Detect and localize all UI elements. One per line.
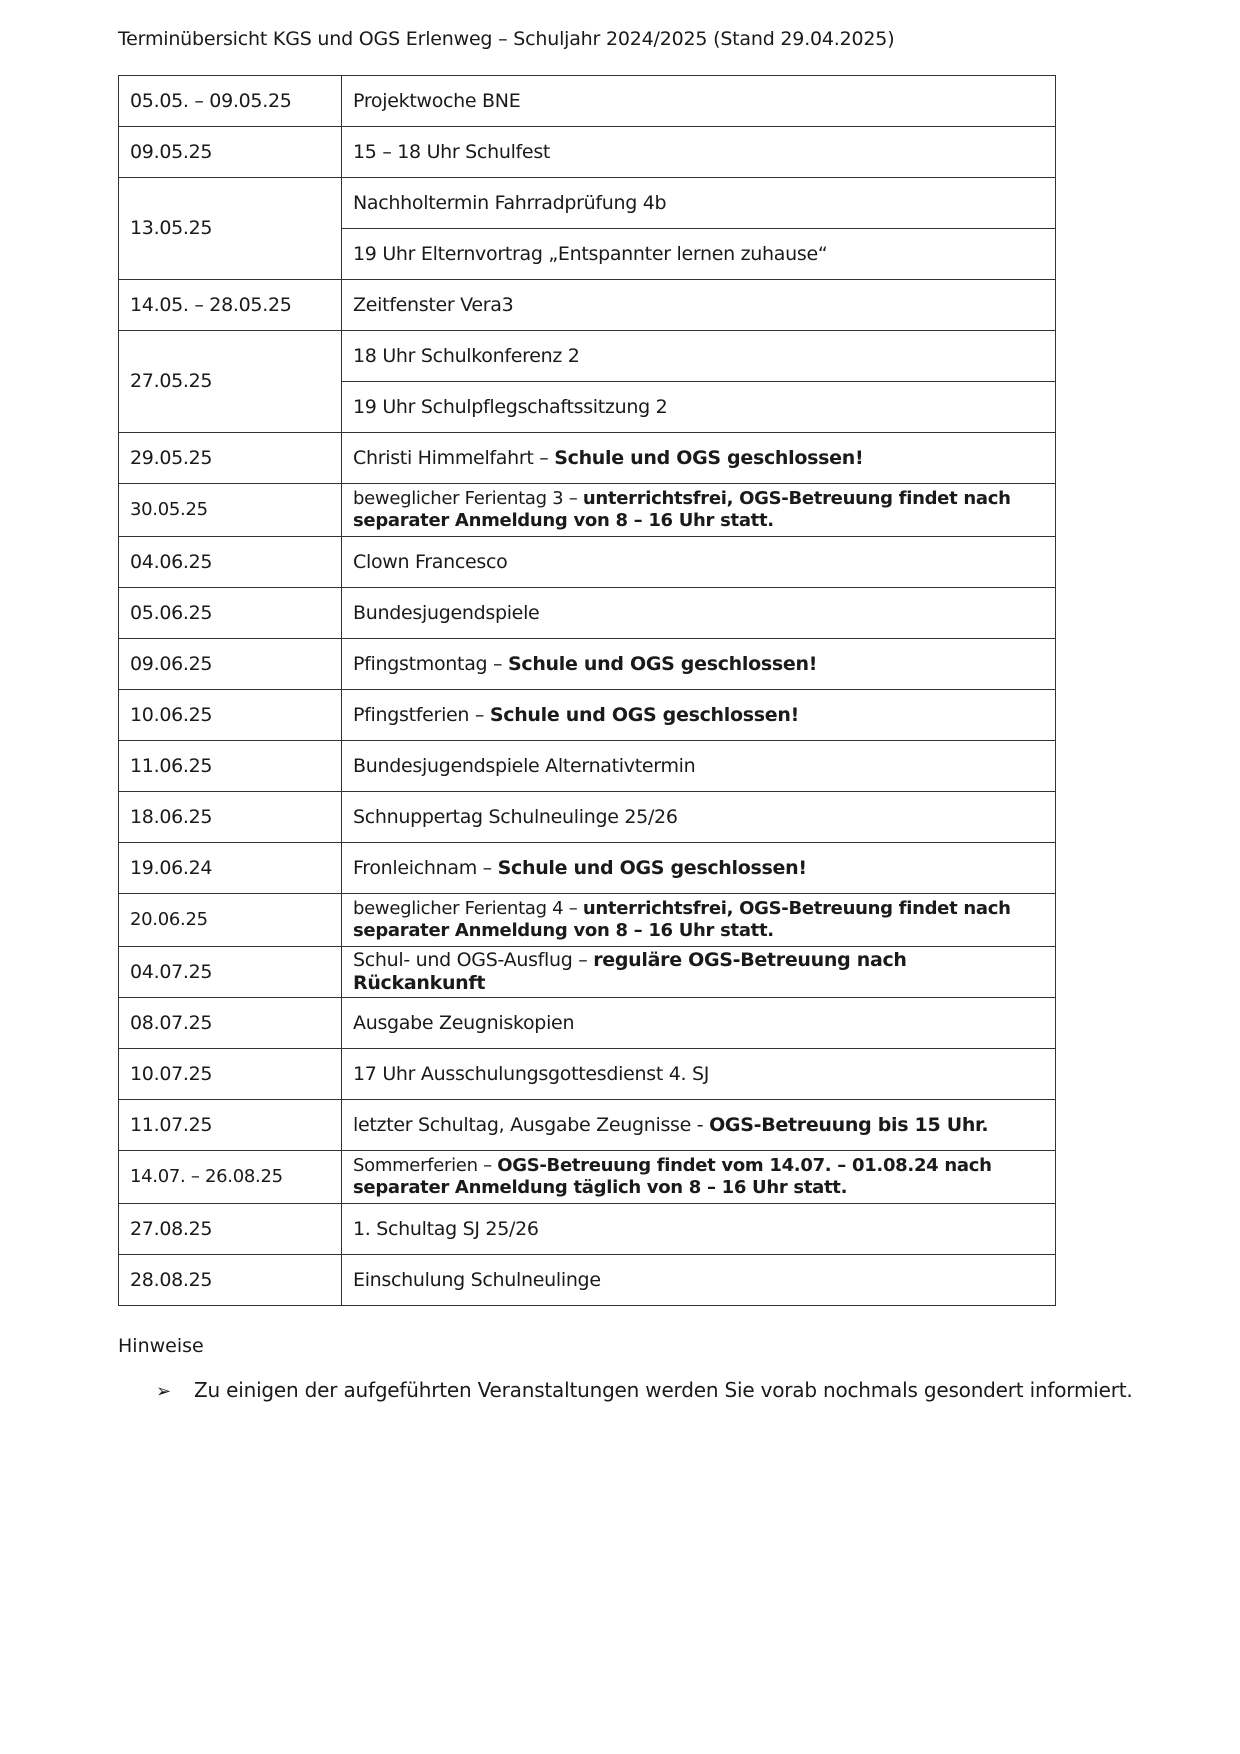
event-cell [342, 1049, 1056, 1100]
event-cell [342, 1255, 1056, 1306]
table-row [119, 331, 1056, 382]
table-row [119, 792, 1056, 843]
table-row [119, 1255, 1056, 1306]
event-cell [342, 588, 1056, 639]
table-row [119, 947, 1056, 998]
event-text: Sommerferien – [353, 1154, 498, 1176]
table-row [119, 537, 1056, 588]
table-row [119, 894, 1056, 947]
event-text: letzter Schultag, Ausgabe Zeugnisse - [353, 1113, 710, 1136]
event-cell [342, 1151, 1056, 1204]
table-row [119, 588, 1056, 639]
event-emphasis: Schule und OGS geschlossen! [489, 703, 799, 726]
event-cell [342, 639, 1056, 690]
table-row [119, 433, 1056, 484]
table-row [119, 690, 1056, 741]
event-text: Fronleichnam – [353, 856, 498, 879]
event-cell [342, 1100, 1056, 1151]
table-row [119, 484, 1056, 537]
date-cell: 04.07.25 [119, 947, 342, 998]
event-cell [342, 76, 1056, 127]
event-cell [342, 537, 1056, 588]
event-cell [342, 127, 1056, 178]
table-row [119, 1151, 1056, 1204]
date-cell: 27.08.25 [119, 1204, 342, 1255]
event-text: 17 Uhr Ausschulungsgottesdienst 4. SJ [353, 1062, 710, 1085]
date-cell: 27.05.25 [119, 331, 342, 433]
event-emphasis: Schule und OGS geschlossen! [554, 446, 864, 469]
date-cell: 20.06.25 [119, 894, 342, 947]
event-emphasis: unterrichtsfrei, OGS-Betreuung findet nach separater Anmeldung von 8 – 16 Uhr statt. [353, 487, 1011, 531]
date-cell: 05.06.25 [119, 588, 342, 639]
date-cell: 10.07.25 [119, 1049, 342, 1100]
date-cell: 14.05. – 28.05.25 [119, 280, 342, 331]
date-cell: 19.06.24 [119, 843, 342, 894]
date-cell: 04.06.25 [119, 537, 342, 588]
date-cell: 28.08.25 [119, 1255, 342, 1306]
date-cell: 29.05.25 [119, 433, 342, 484]
event-cell [342, 331, 1056, 382]
event-cell [342, 741, 1056, 792]
table-row [119, 843, 1056, 894]
event-cell [342, 280, 1056, 331]
event-text: Nachholtermin Fahrradprüfung 4b [353, 191, 667, 214]
event-text: Bundesjugendspiele [353, 601, 540, 624]
event-text: beweglicher Ferientag 4 – [353, 897, 583, 919]
table-row [119, 1100, 1056, 1151]
event-text: beweglicher Ferientag 3 – [353, 487, 583, 509]
event-cell [342, 1204, 1056, 1255]
event-cell [342, 690, 1056, 741]
event-cell [342, 484, 1056, 537]
event-text: Schnuppertag Schulneulinge 25/26 [353, 805, 678, 828]
event-emphasis: OGS-Betreuung findet vom 14.07. – 01.08.24 nach separater Anmeldung täglich von 8 – 16 Uhr statt. [353, 1154, 992, 1198]
event-text: Einschulung Schulneulinge [353, 1268, 601, 1291]
date-cell: 11.06.25 [119, 741, 342, 792]
event-text: Schul- und OGS-Ausflug – [353, 949, 594, 972]
date-cell: 05.05. – 09.05.25 [119, 76, 342, 127]
date-cell: 14.07. – 26.08.25 [119, 1151, 342, 1204]
event-cell [342, 947, 1056, 998]
event-text: Ausgabe Zeugniskopien [353, 1011, 575, 1034]
event-cell [342, 792, 1056, 843]
event-text: Pfingstferien – [353, 703, 490, 726]
schedule-table [118, 75, 1056, 1306]
date-cell: 18.06.25 [119, 792, 342, 843]
event-emphasis: reguläre OGS-Betreuung nach Rückankunft [353, 949, 907, 994]
table-row [119, 741, 1056, 792]
table-row [119, 127, 1056, 178]
date-cell: 30.05.25 [119, 484, 342, 537]
table-row [119, 280, 1056, 331]
table-row [119, 998, 1056, 1049]
table-row [119, 1049, 1056, 1100]
event-text: 1. Schultag SJ 25/26 [353, 1217, 539, 1240]
event-text: Bundesjugendspiele Alternativtermin [353, 754, 696, 777]
note-item [156, 1378, 1133, 1402]
date-cell: 09.05.25 [119, 127, 342, 178]
event-cell [342, 382, 1056, 433]
note-text: Zu einigen der aufgeführten Veranstaltungen werden Sie vorab nochmals gesondert informiert. [194, 1378, 1133, 1402]
event-text: Projektwoche BNE [353, 89, 521, 112]
event-emphasis: Schule und OGS geschlossen! [497, 856, 807, 879]
event-cell [342, 894, 1056, 947]
event-text: 19 Uhr Schulpflegschaftssitzung 2 [353, 395, 668, 418]
table-row [119, 178, 1056, 229]
table-row [119, 1204, 1056, 1255]
date-cell: 13.05.25 [119, 178, 342, 280]
date-cell: 11.07.25 [119, 1100, 342, 1151]
event-emphasis: unterrichtsfrei, OGS-Betreuung findet nach separater Anmeldung von 8 – 16 Uhr statt. [353, 897, 1011, 941]
notes-title: Hinweise [118, 1335, 204, 1357]
date-cell: 09.06.25 [119, 639, 342, 690]
event-text: 15 – 18 Uhr Schulfest [353, 140, 551, 163]
event-cell [342, 433, 1056, 484]
event-emphasis: OGS-Betreuung bis 15 Uhr. [709, 1113, 989, 1136]
event-text: Pfingstmontag – [353, 652, 508, 675]
event-cell [342, 998, 1056, 1049]
date-cell: 08.07.25 [119, 998, 342, 1049]
event-text: Clown Francesco [353, 550, 508, 573]
schedule-body [119, 76, 1056, 1306]
event-text: Zeitfenster Vera3 [353, 293, 514, 316]
event-cell [342, 229, 1056, 280]
event-text: Christi Himmelfahrt – [353, 446, 555, 469]
arrow-bullet-icon: ➢ [156, 1381, 171, 1402]
event-cell [342, 843, 1056, 894]
event-emphasis: Schule und OGS geschlossen! [507, 652, 818, 675]
event-text: 19 Uhr Elternvortrag „Entspannter lernen zuhause“ [353, 242, 828, 265]
event-text: 18 Uhr Schulkonferenz 2 [353, 344, 580, 367]
table-row [119, 639, 1056, 690]
date-cell: 10.06.25 [119, 690, 342, 741]
page-title: Terminübersicht KGS und OGS Erlenweg – Schuljahr 2024/2025 (Stand 29.04.2025) [118, 28, 895, 50]
event-cell [342, 178, 1056, 229]
table-row [119, 76, 1056, 127]
